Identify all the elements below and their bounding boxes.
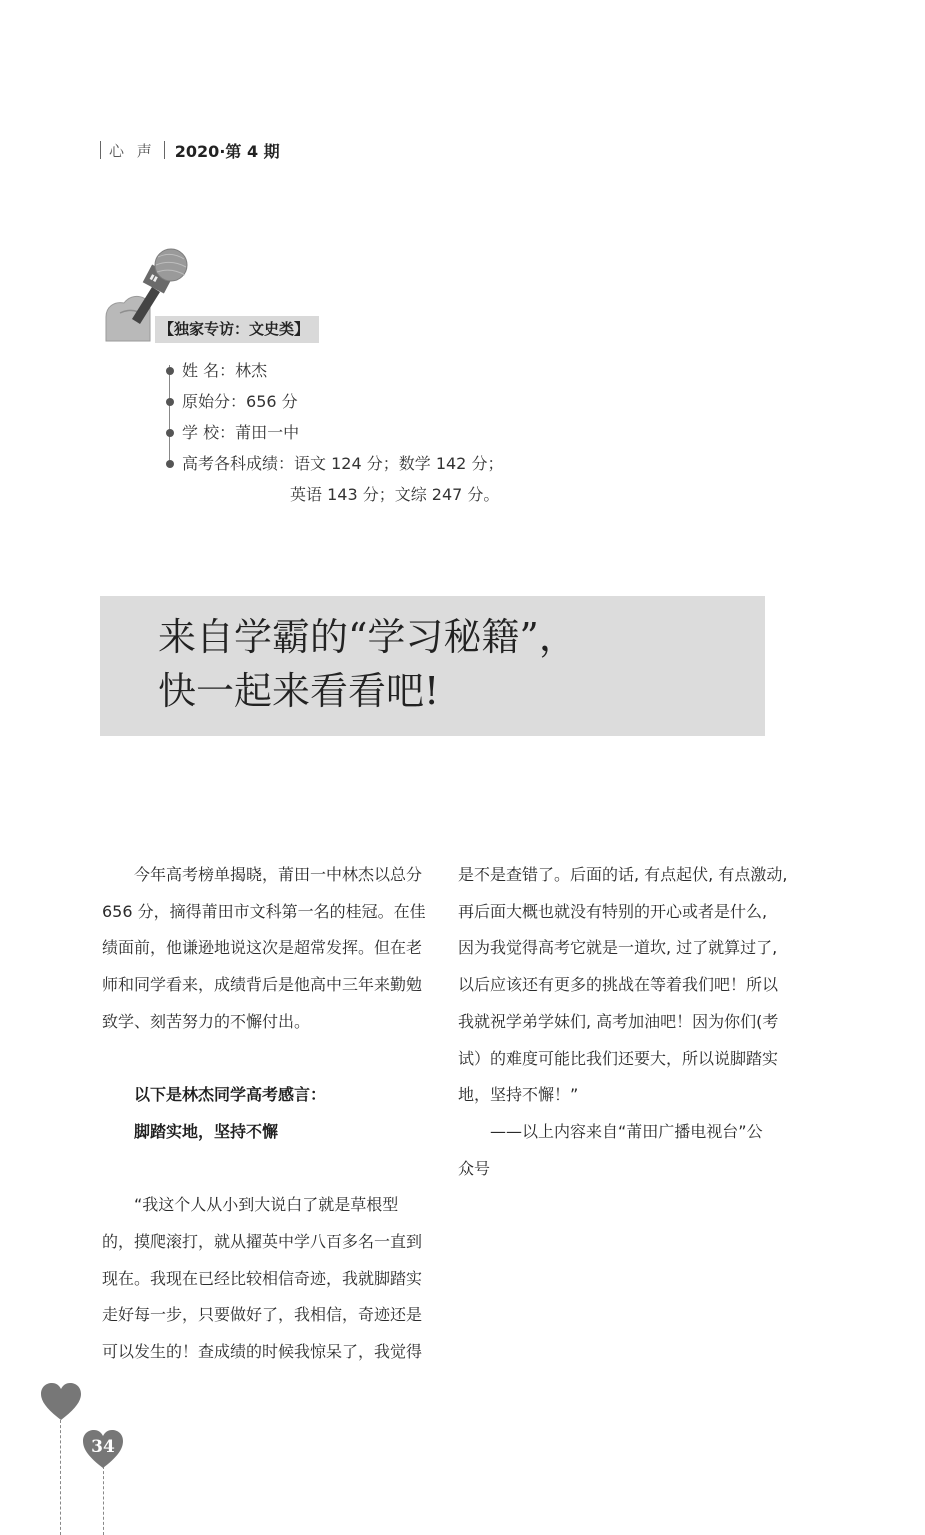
subheading-motto: 脚踏实地，坚持不懈 xyxy=(134,1121,279,1141)
paragraph-line: 我就祝学弟学妹们, 高考加油吧！因为你们(考 xyxy=(458,1011,779,1031)
paragraph-line: 的，摸爬滚打，就从擢英中学八百多名一直到 xyxy=(102,1232,423,1251)
name-value: 林杰 xyxy=(235,361,268,380)
info-row-score xyxy=(165,386,585,417)
paragraph-line: 656 分，摘得莆田市文科第一名的桂冠。在佳 xyxy=(102,901,426,921)
subjects-label: 高考各科成绩： xyxy=(182,454,295,473)
source-note-continued: 众号 xyxy=(458,1158,491,1178)
page-number: 34 xyxy=(91,1437,115,1457)
source-note: ——以上内容来自“莆田广播电视台”公 xyxy=(490,1121,763,1141)
paragraph-line: “我这个人从小到大说白了就是草根型 xyxy=(134,1195,399,1215)
svg-text:▮▮: ▮▮ xyxy=(148,272,160,284)
paragraph-line: 可以发生的！查成绩的时候我惊呆了，我觉得 xyxy=(102,1342,423,1362)
paragraph-line: 绩面前，他谦逊地说这次是超常发挥。但在老 xyxy=(102,938,423,958)
bullet-dot xyxy=(166,460,174,468)
info-row-school xyxy=(165,417,585,448)
dashed-string-right xyxy=(103,1466,104,1535)
paragraph-line: 走好每一步，只要做好了，我相信，奇迹还是 xyxy=(102,1305,423,1325)
school-label: 学 校： xyxy=(182,423,236,442)
page-header xyxy=(100,138,280,162)
paragraph-line: 致学、刻苦努力的不懈付出。 xyxy=(102,1011,311,1031)
spacer xyxy=(102,1041,412,1078)
paragraph-line: 再后面大概也就没有特别的开心或者是什么, xyxy=(458,901,768,921)
info-row-name xyxy=(165,355,585,386)
interview-tag: 【独家专访：文史类】 xyxy=(155,316,319,343)
paragraph-line: 试）的难度可能比我们还要大，所以说脚踏实 xyxy=(458,1048,779,1068)
paragraph-line: 今年高考榜单揭晓，莆田一中林杰以总分 xyxy=(134,865,423,884)
bullet-dot xyxy=(166,367,174,375)
name-label: 姓 名： xyxy=(182,361,236,380)
dashed-string-left xyxy=(60,1420,61,1535)
column-name: 心 声 xyxy=(109,141,156,160)
paragraph-line: 以后应该还有更多的挑战在等着我们吧！所以 xyxy=(458,975,779,995)
left-column xyxy=(102,857,426,1371)
spacer xyxy=(102,1151,412,1188)
paragraph-line: 因为我觉得高考它就是一道坎, 过了就算过了, xyxy=(458,938,778,958)
paragraph-line: 是不是查错了。后面的话, 有点起伏, 有点激动, xyxy=(458,865,788,884)
score-value: 656 分 xyxy=(246,392,298,411)
subjects-value-line1: 语文 124 分；数学 142 分； xyxy=(294,454,504,473)
bullet-dot xyxy=(166,398,174,406)
paragraph-line: 现在。我现在已经比较相信奇迹，我就脚踏实 xyxy=(102,1268,423,1288)
title-banner xyxy=(100,596,765,736)
score-label: 原始分： xyxy=(182,392,247,411)
profile-info xyxy=(165,355,585,510)
right-column xyxy=(458,857,788,1187)
info-row-subjects xyxy=(165,448,585,479)
header-divider-right xyxy=(164,141,165,159)
info-row-subjects-continued xyxy=(165,479,585,510)
school-value: 莆田一中 xyxy=(235,423,300,442)
paragraph-line: 师和同学看来，成绩背后是他高中三年来勤勉 xyxy=(102,975,423,995)
subheading-intro: 以下是林杰同学高考感言： xyxy=(134,1085,327,1105)
issue-label: 2020·第 4 期 xyxy=(174,141,280,161)
bullet-dot xyxy=(166,429,174,437)
article-title-line2: 快一起来看看吧! xyxy=(158,669,440,713)
subjects-value-line2: 英语 143 分；文综 247 分。 xyxy=(290,485,500,504)
paragraph-line: 地，坚持不懈！” xyxy=(458,1085,579,1105)
header-divider-left xyxy=(100,141,101,159)
heart-icon xyxy=(40,1382,82,1422)
article-title-line1: 来自学霸的“学习秘籍”， xyxy=(158,615,577,659)
